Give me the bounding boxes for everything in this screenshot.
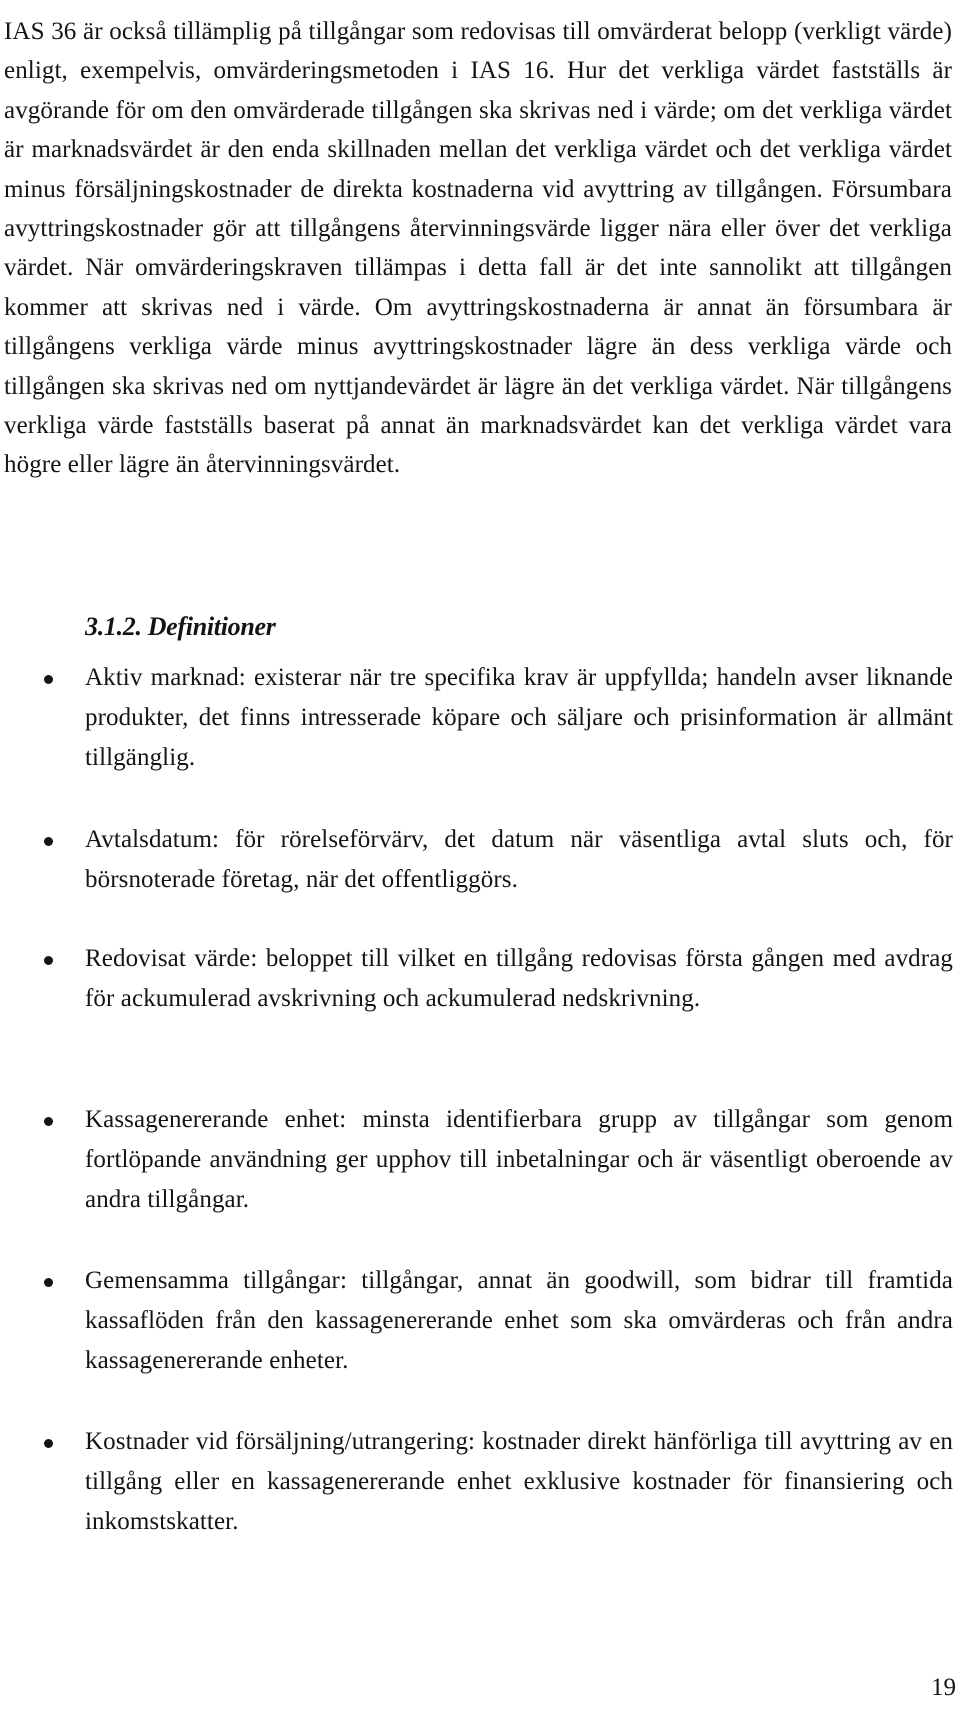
definition-text: Aktiv marknad: existerar när tre specifika krav är uppfyllda; handeln avser liknande produkter, det finns intresserade köpare och säljare och prisinformation är allmänt tillgänglig. <box>85 664 953 771</box>
bullet-icon <box>44 1439 53 1448</box>
definition-text: Kostnader vid försäljning/utrangering: kostnader direkt hänförliga till avyttring av en tillgång eller en kassagenererande enhet exklusive kostnader för finansiering och inkomstskatter. <box>85 1428 953 1535</box>
section-number: 3.1.2. <box>85 612 142 641</box>
section-title: Definitioner <box>147 612 276 641</box>
bullet-icon <box>44 1278 53 1287</box>
bullet-icon <box>44 956 53 965</box>
definition-text: Redovisat värde: beloppet till vilket en tillgång redovisas första gången med avdrag för ackumulerad avskrivning och ackumulerad nedskrivning. <box>85 945 953 1012</box>
intro-paragraph: IAS 36 är också tillämplig på tillgångar som redovisas till omvärderat belopp (verkligt värde) enligt, exempelvis, omvärderingsmetoden i IAS 16. Hur det verkliga värdet fastställs är avgörande för om den omvärderade tillgången ska skrivas ned i värde; om det verkliga värdet är marknadsvärdet är den enda skillnaden mellan det verkliga värdet och det verkliga värdet minus försäljningskostnader de direkta kostnaderna vid avyttring av tillgången. Försumbara avyttringskostnader gör att tillgångens återvinningsvärde ligger nära eller över det verkliga värdet. När omvärderingskraven tillämpas i detta fall är det inte sannolikt att tillgången kommer att skrivas ned i värde. Om avyttringskostnaderna är annat än försumbara är tillgångens verkliga värde minus avyttringskostnader lägre än dess verkliga värde och tillgången ska skrivas ned om nyttjandevärdet är lägre än det verkliga värdet. När tillgångens verkliga värde fastställs baserat på annat än marknadsvärdet kan det verkliga värdet vara högre eller lägre än återvinningsvärdet. <box>4 18 952 479</box>
bullet-icon <box>44 1117 53 1126</box>
page-number: 19 <box>931 1674 956 1701</box>
bullet-icon <box>44 675 53 684</box>
definition-text: Avtalsdatum: för rörelseförvärv, det datum när väsentliga avtal sluts och, för börsnoterade företag, när det offentliggörs. <box>85 826 953 893</box>
section-heading <box>85 612 276 642</box>
definition-text: Gemensamma tillgångar: tillgångar, annat än goodwill, som bidrar till framtida kassaflöden från den kassagenererande enhet som ska omvärderas och från andra kassagenererande enheter. <box>85 1267 953 1374</box>
definition-text: Kassagenererande enhet: minsta identifierbara grupp av tillgångar som genom fortlöpande användning ger upphov till inbetalningar och är väsentligt oberoende av andra tillgångar. <box>85 1106 953 1213</box>
bullet-icon <box>44 837 53 846</box>
